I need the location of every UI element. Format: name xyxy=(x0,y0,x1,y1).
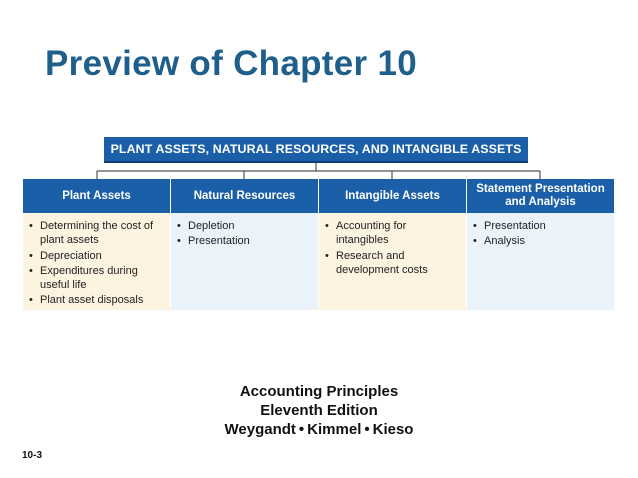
column-headings xyxy=(23,179,614,213)
column-natural-resources xyxy=(171,213,319,310)
list-item: • Plant asset disposals xyxy=(29,293,164,307)
book-edition: Eleventh Edition xyxy=(260,402,378,419)
book-credits xyxy=(0,382,638,439)
list-item: • Analysis xyxy=(473,234,608,248)
list-item: • Accounting for intangibles xyxy=(325,219,460,248)
column-plant-assets xyxy=(23,213,171,310)
heading-plant-assets: Plant Assets xyxy=(23,179,171,213)
list-item: • Research and development costs xyxy=(325,249,460,278)
list-item: • Depreciation xyxy=(29,249,164,263)
heading-statement-presentation: Statement Presentation and Analysis xyxy=(467,179,614,213)
list-item: • Expenditures during useful life xyxy=(29,264,164,293)
bullet-icon: • xyxy=(298,421,305,438)
chart-top-box: PLANT ASSETS, NATURAL RESOURCES, AND INTANGIBLE ASSETS xyxy=(104,137,528,163)
heading-intangible-assets: Intangible Assets xyxy=(319,179,467,213)
bullet-icon: • xyxy=(364,421,370,438)
page-title: Preview of Chapter 10 xyxy=(45,44,417,83)
book-title: Accounting Principles xyxy=(239,383,399,400)
author-name: Kimmel xyxy=(307,421,362,438)
column-contents xyxy=(23,213,614,310)
page-number: 10-3 xyxy=(22,450,43,461)
column-intangible-assets xyxy=(319,213,467,310)
column-statement-presentation xyxy=(467,213,614,310)
list-item: • Determining the cost of plant assets xyxy=(29,219,164,248)
list-item: • Presentation xyxy=(177,234,312,248)
list-item: • Depletion xyxy=(177,219,312,233)
author-name: Weygandt xyxy=(224,421,296,438)
book-authors xyxy=(0,420,638,439)
author-name: Kieso xyxy=(372,421,414,438)
heading-natural-resources: Natural Resources xyxy=(171,179,319,213)
list-item: • Presentation xyxy=(473,219,608,233)
